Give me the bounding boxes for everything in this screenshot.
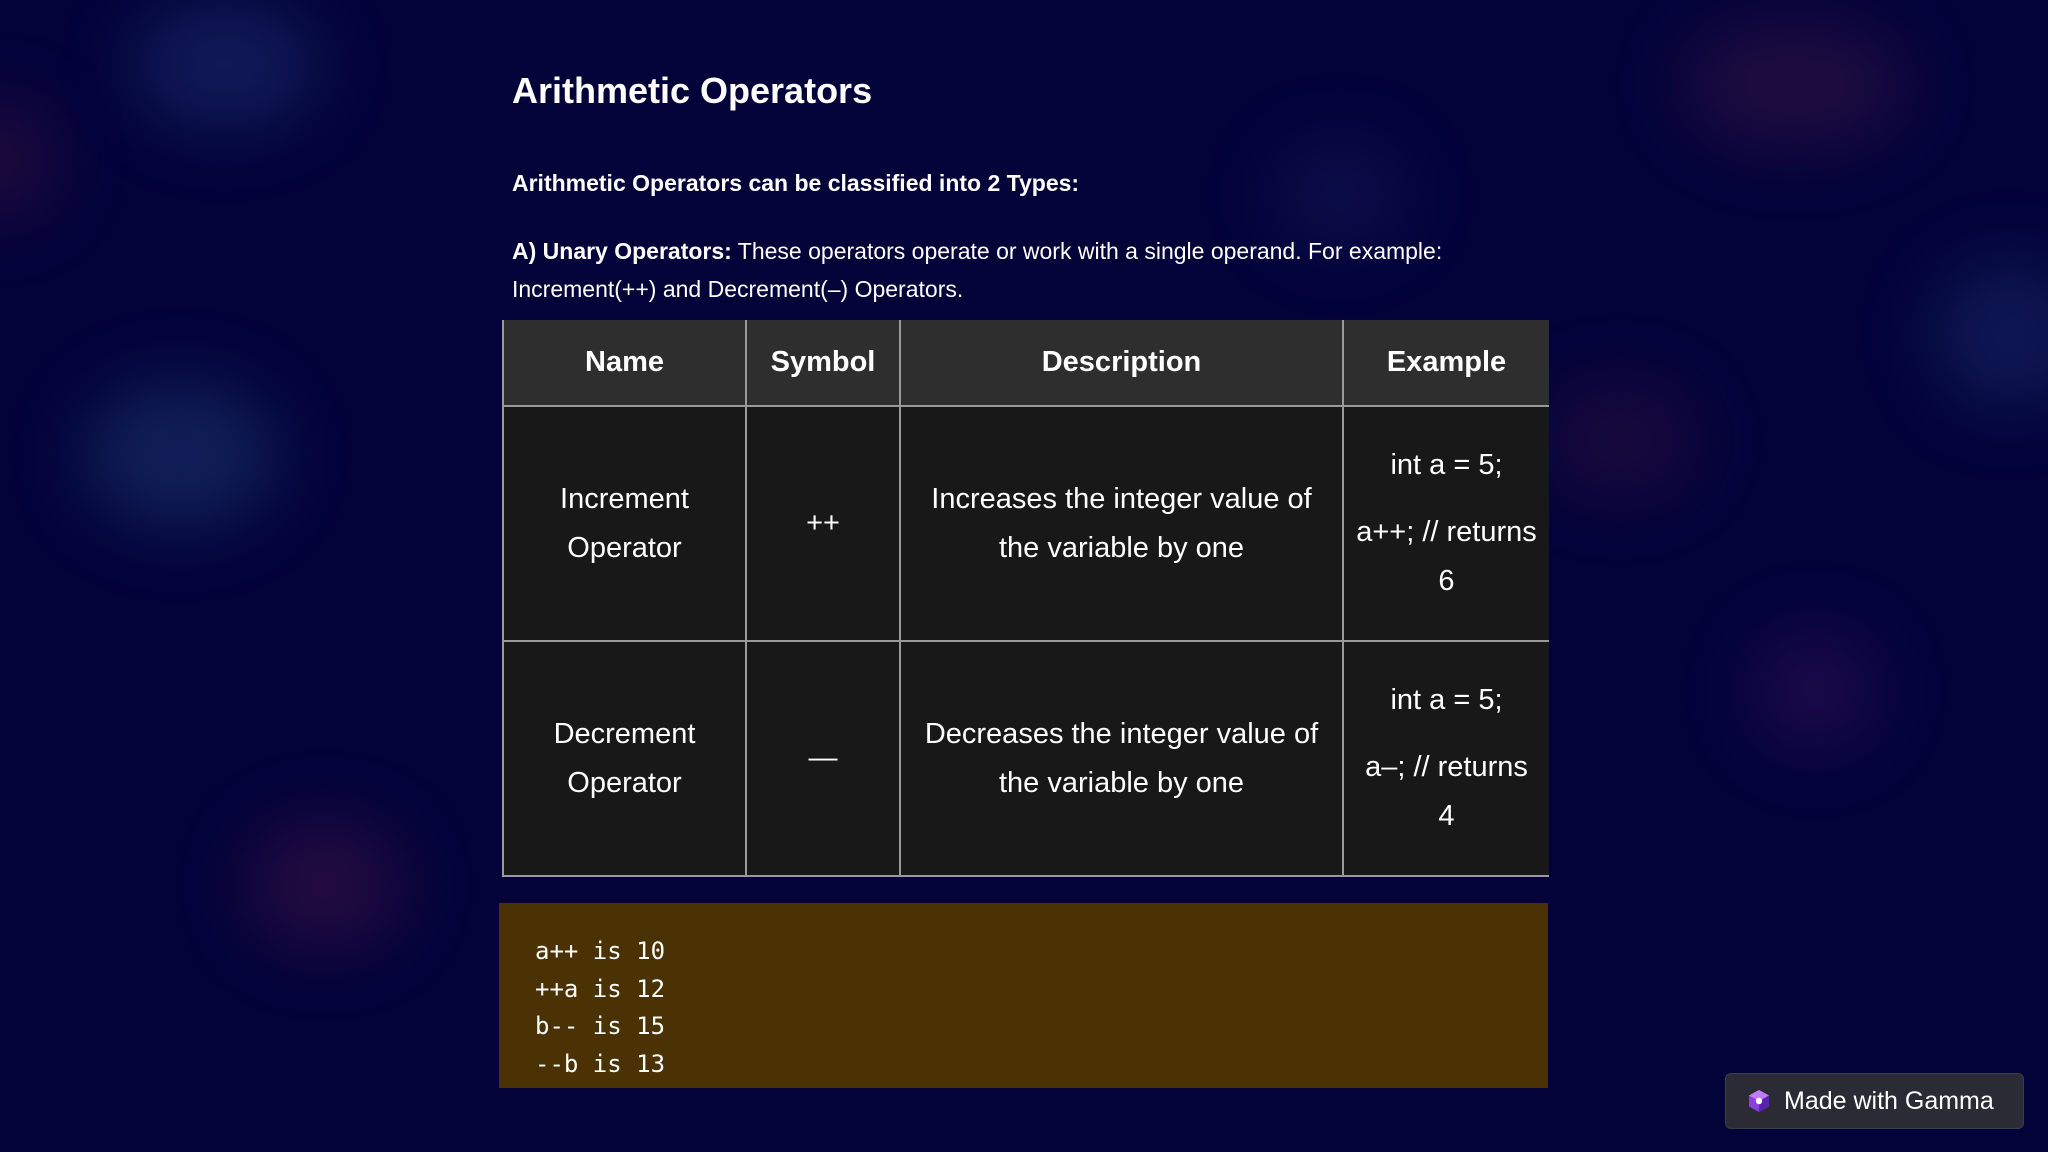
intro-text: Arithmetic Operators can be classified into 2 Types: [512,170,1080,196]
cell-name: Decrement Operator [503,641,746,876]
background-glow [245,820,405,950]
table-row [503,406,1549,641]
cell-description: Increases the integer value of the variable by one [900,406,1343,641]
code-line: ++a is 12 [535,974,666,1003]
code-line: a++ is 10 [535,937,666,965]
background-glow [1540,380,1700,500]
table-header-row [503,320,1549,406]
cell-description: Decreases the integer value of the variable by one [900,641,1343,876]
gamma-logo-icon [1746,1088,1772,1114]
made-with-gamma-button[interactable] [1725,1073,2024,1129]
example-line: a++; // returns 6 [1356,516,1537,597]
cell-name: Increment Operator [503,406,746,641]
background-glow [0,100,60,220]
cell-symbol: — [746,641,900,876]
unary-description: These operators operate or work with a single operand. For example: Increment(++) and Decrement(–) Operators. [512,238,1443,302]
background-glow [1930,260,2048,410]
example-line: int a = 5; [1390,684,1503,716]
unary-paragraph [512,232,1548,308]
background-glow [1680,20,1910,150]
code-line: b-- is 15 [535,1012,666,1040]
background-glow [1750,630,1880,750]
header-symbol: Symbol [746,320,900,406]
example-line: a–; // returns 4 [1365,751,1528,832]
unary-label: A) Unary Operators: [512,238,732,264]
background-glow [130,0,320,130]
header-example: Example [1343,320,1549,406]
operators-table [502,320,1549,877]
table-row [503,641,1549,876]
cell-example [1343,406,1549,641]
cell-example [1343,641,1549,876]
code-line: --b is 13 [535,1049,666,1078]
badge-label: Made with Gamma [1784,1086,1994,1115]
code-output-block [499,903,1548,1088]
example-line: int a = 5; [1390,449,1503,481]
header-name: Name [503,320,746,406]
page-title: Arithmetic Operators [512,70,873,111]
cell-symbol: ++ [746,406,900,641]
header-description: Description [900,320,1343,406]
background-glow [80,380,280,530]
